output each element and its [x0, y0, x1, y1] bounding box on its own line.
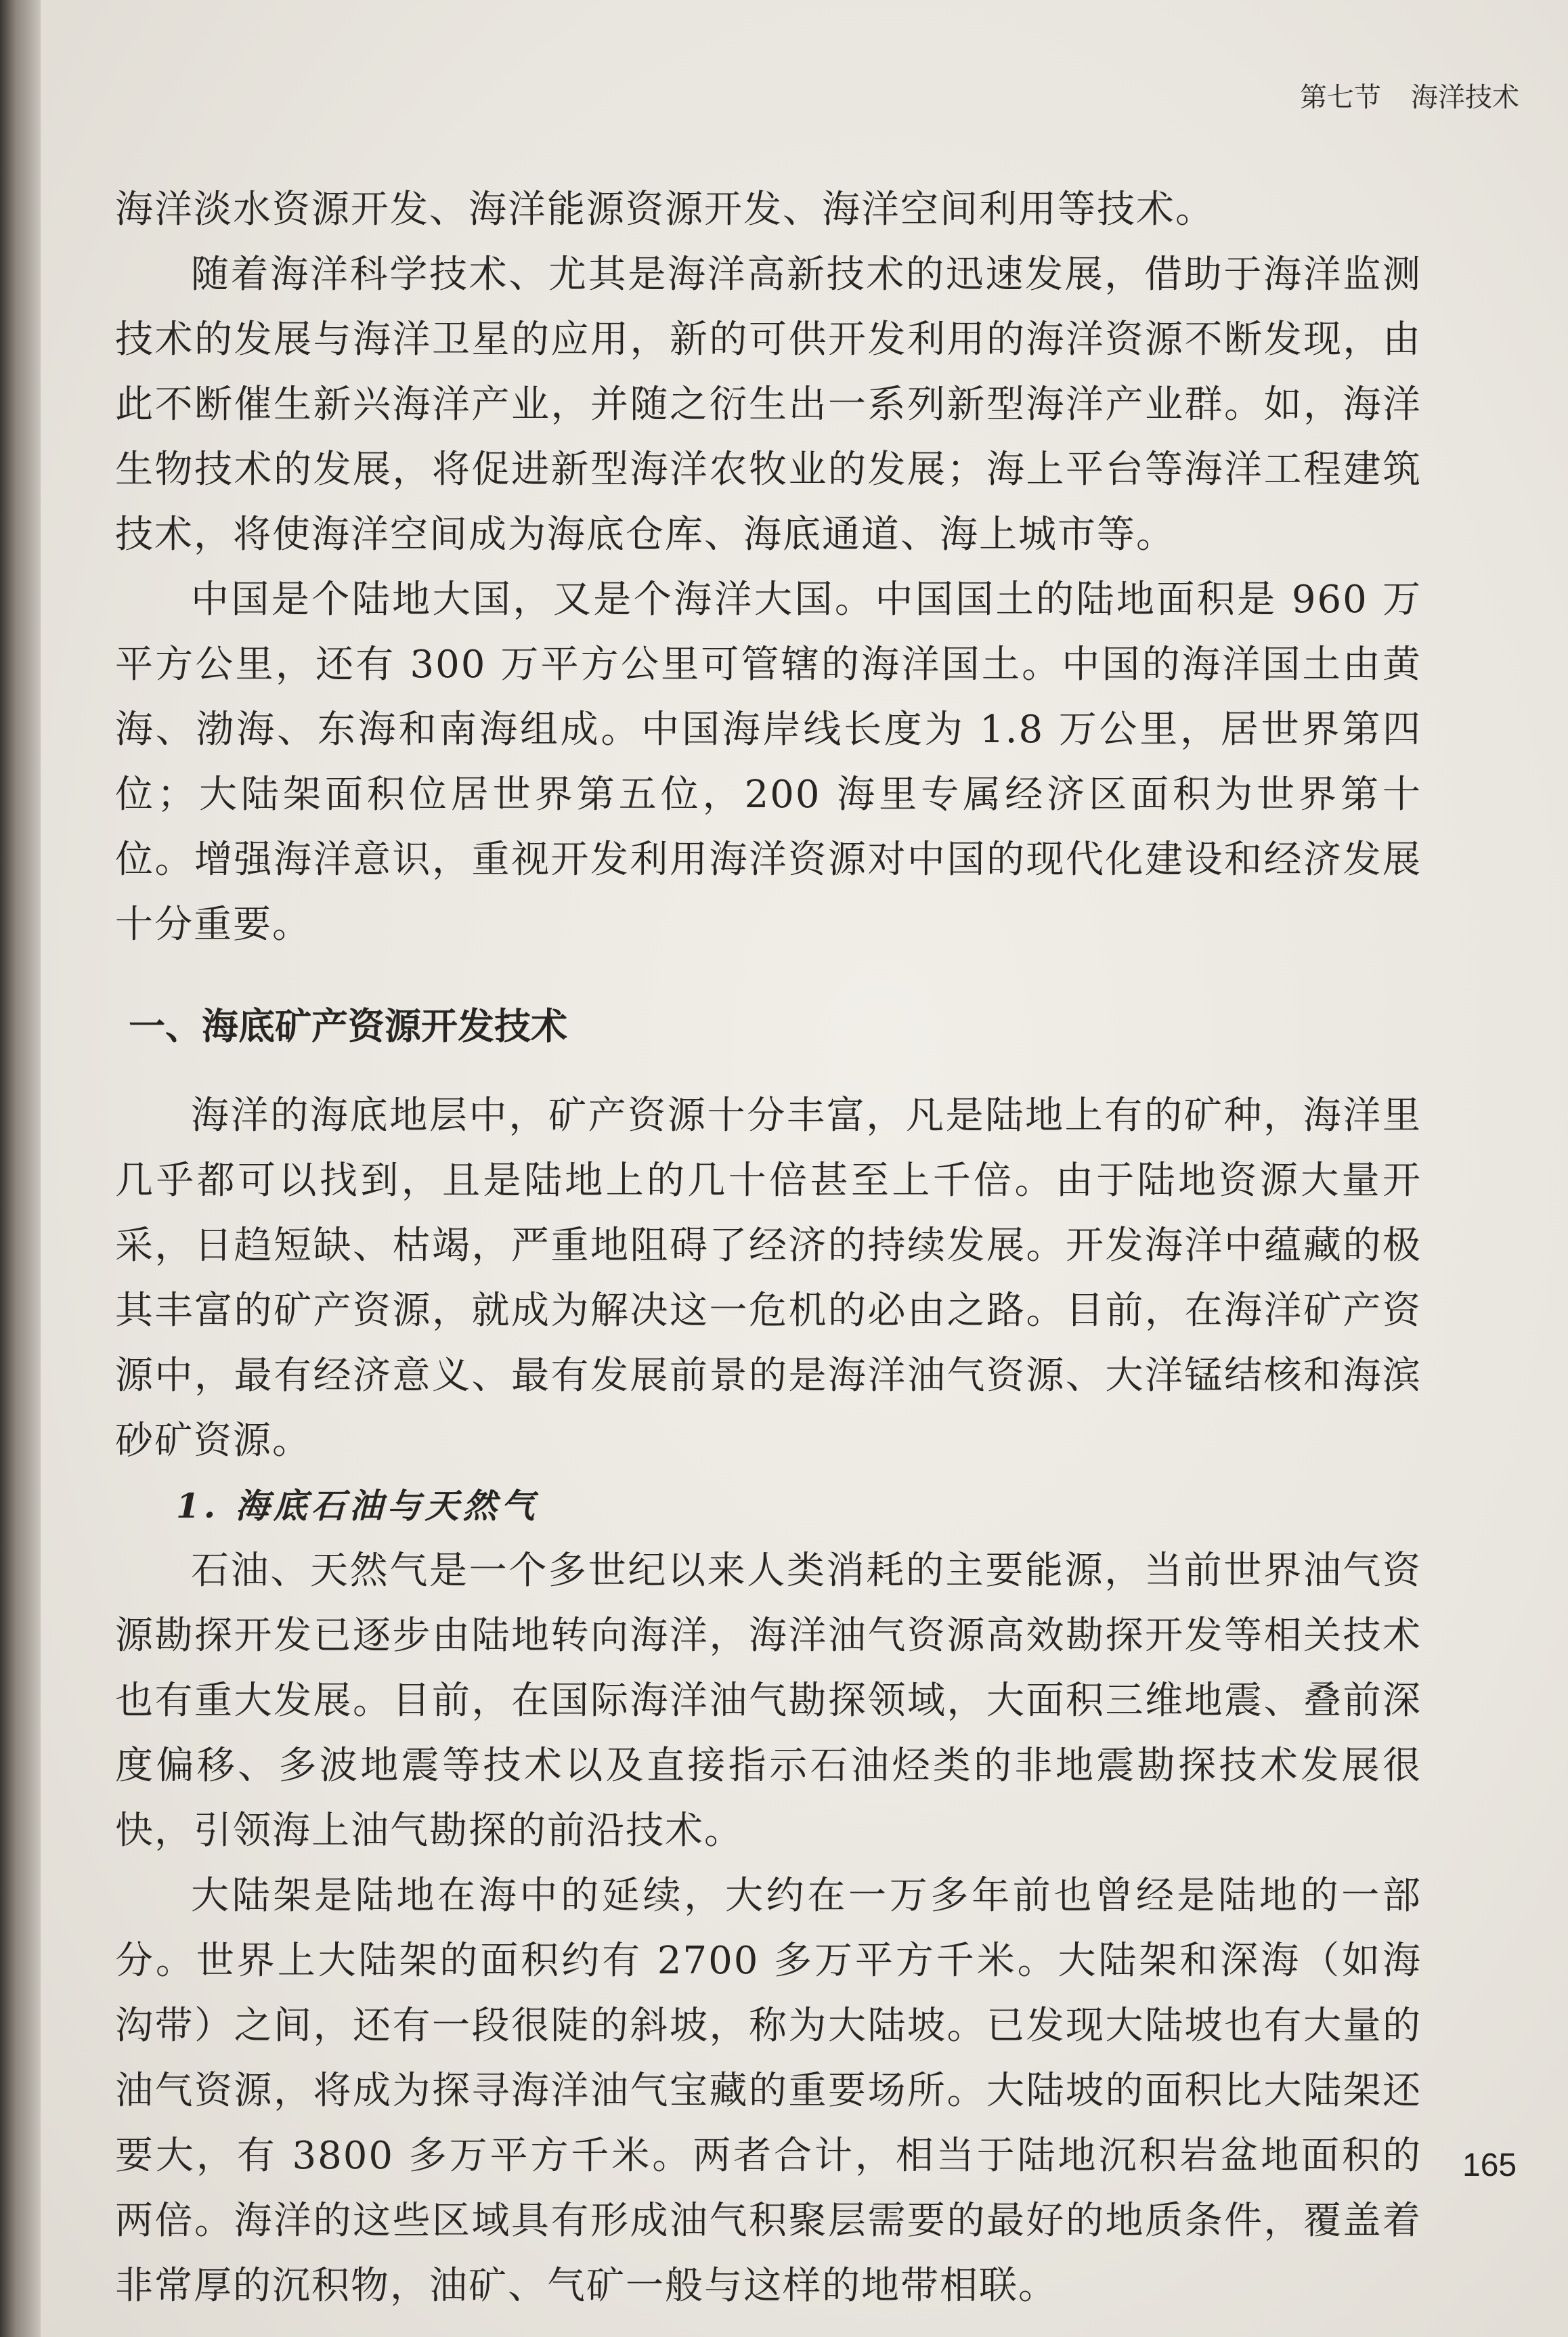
sub-heading: 1. 海底石油与天然气: [176, 1486, 539, 1526]
book-page: [41, 0, 1568, 2337]
paragraph-marine-tech-development: 随着海洋科学技术、尤其是海洋高新技术的迅速发展，借助于海洋监测技术的发展与海洋卫星的应用，新的可供开发利用的海洋资源不断发现，由此不断催生新兴海洋产业，并随之衍生出一系列新型海洋产业群。如，海洋生物技术的发展，将促进新型海洋农牧业的发展；海上平台等海洋工程建筑技术，将使海洋空间成为海底仓库、海底通道、海上城市等。: [115, 253, 1422, 557]
paragraph-continental-shelf: 大陆架是陆地在海中的延续，大约在一万多年前也曾经是陆地的一部分。世界上大陆架的面积约有 2700 多万平方千米。大陆架和深海（如海沟带）之间，还有一段很陡的斜坡，称为大陆坡。已发现大陆坡也有大量的油气资源，将成为探寻海洋油气宝藏的重要场所。大陆坡的面积比大陆架还要大，有 3800 多万平方千米。两者合计，相当于陆地沉积岩盆地面积的两倍。海洋的这些区域具有形成油气积聚层需要的最好的地质条件，覆盖着非常厚的沉积物，油矿、气矿一般与这样的地带相联。: [115, 1874, 1422, 2308]
paragraph-seabed-minerals: 海洋的海底地层中，矿产资源十分丰富，凡是陆地上有的矿种，海洋里几乎都可以找到，且是陆地上的几十倍甚至上千倍。由于陆地资源大量开采，日趋短缺、枯竭，严重地阻碍了经济的持续发展。开发海洋中蕴藏的极其丰富的矿产资源，就成为解决这一危机的必由之路。目前，在海洋矿产资源中，最有经济意义、最有发展前景的是海洋油气资源、大洋锰结核和海滨砂矿资源。: [115, 1094, 1422, 1463]
section-heading: 一、海底矿产资源开发技术: [129, 1005, 567, 1048]
paragraph-oil-gas: 石油、天然气是一个多世纪以来人类消耗的主要能源，当前世界油气资源勘探开发已逐步由陆地转向海洋，海洋油气资源高效勘探开发等相关技术也有重大发展。目前，在国际海洋油气勘探领域，大面积三维地震、叠前深度偏移、多波地震等技术以及直接指示石油烃类的非地震勘探技术发展很快，引领海上油气勘探的前沿技术。: [115, 1549, 1422, 1853]
page-number: 165: [1462, 2147, 1517, 2183]
paragraph-china-maritime: 中国是个陆地大国，又是个海洋大国。中国国土的陆地面积是 960 万平方公里，还有 300 万平方公里可管辖的海洋国土。中国的海洋国土由黄海、渤海、东海和南海组成。中国海岸线长度为 1.8 万公里，居世界第四位；大陆架面积位居世界第五位，200 海里专属经济区面积为世界第十位。增强海洋意识，重视开发利用海洋资源对中国的现代化建设和经济发展十分重要。: [115, 578, 1422, 947]
running-head-title: 海洋技术: [1411, 82, 1519, 113]
body-text: [115, 177, 1422, 2319]
paragraph-continued: 海洋淡水资源开发、海洋能源资源开发、海洋空间利用等技术。: [115, 188, 1215, 232]
running-head: [1300, 76, 1519, 114]
running-head-section: 第七节: [1300, 82, 1381, 113]
